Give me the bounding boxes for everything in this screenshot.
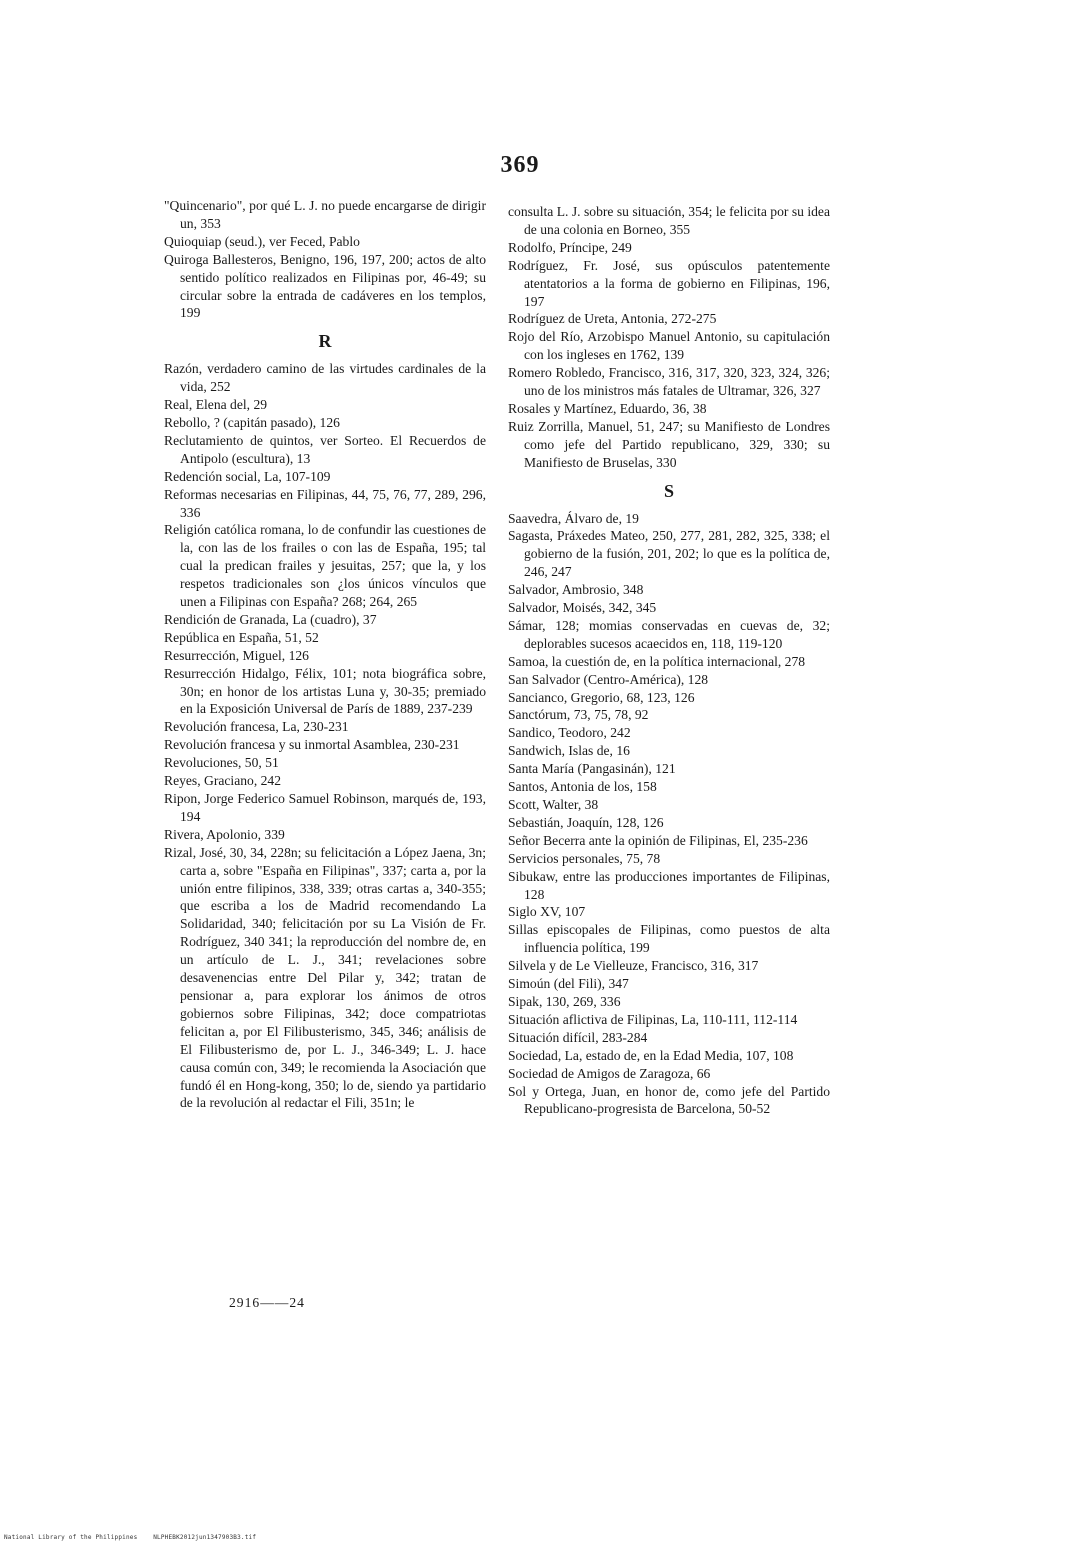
index-entry: Rodríguez de Ureta, Antonia, 272-275 — [508, 311, 717, 327]
index-entry: Religión católica romana, lo de confundir las cuestiones de la, con las de los frailes o con las de España, 195; tal cual la predican frailes y jesuitas, 257; que la, y los respetos tradicionales son ¿los únicos vínculos que unen a Filipinas con España? 268; 264, 265 — [164, 522, 486, 610]
index-column-right — [508, 203, 830, 1118]
index-entry: Sibukaw, entre las producciones importantes de Filipinas, 128 — [508, 868, 830, 902]
index-entry: Quiroga Ballesteros, Benigno, 196, 197, 200; actos de alto sentido político realizados en Filipinas por, 46-49; su circular sobre la entrada de cadáveres en los templos, 199 — [164, 251, 486, 321]
index-entry: Rosales y Martínez, Eduardo, 36, 38 — [508, 400, 707, 416]
index-entry: Ruiz Zorrilla, Manuel, 51, 247; su Manifiesto de Londres como jefe del Partido republicano, 329, 330; su Manifiesto de Bruselas, 330 — [508, 418, 830, 470]
index-entry: Resurrección, Miguel, 126 — [164, 647, 309, 663]
index-entry: Siglo XV, 107 — [508, 904, 586, 920]
index-entry: Sillas episcopales de Filipinas, como puestos de alta influencia política, 199 — [508, 922, 830, 956]
index-entry: Señor Becerra ante la opinión de Filipinas, El, 235-236 — [508, 832, 808, 848]
index-entry: Reformas necesarias en Filipinas, 44, 75, 76, 77, 289, 296, 336 — [164, 486, 486, 520]
index-entry: Real, Elena del, 29 — [164, 397, 268, 413]
index-entry: Sol y Ortega, Juan, en honor de, como jefe del Partido Republicano-progresista de Barcelona, 50-52 — [508, 1083, 830, 1117]
index-entry: Silvela y de Le Vielleuze, Francisco, 316, 317 — [508, 958, 759, 974]
index-entry: Revolución francesa, La, 230-231 — [164, 719, 349, 735]
index-entry: Scott, Walter, 38 — [508, 797, 599, 812]
index-entry: Salvador, Ambrosio, 348 — [508, 582, 644, 598]
index-entry: Sagasta, Práxedes Mateo, 250, 277, 281, 282, 325, 338; el gobierno de la fusión, 201, 202; lo que es la política de, 246, 247 — [508, 528, 830, 580]
index-entry: consulta L. J. sobre su situación, 354; le felicita por su idea de una colonia en Borneo, 355 — [508, 204, 830, 237]
index-entry: Sociedad, La, estado de, en la Edad Media, 107, 108 — [508, 1047, 794, 1063]
index-entry: Santos, Antonia de los, 158 — [508, 779, 657, 795]
index-entry: Sandwich, Islas de, 16 — [508, 743, 630, 759]
index-entry: Sancianco, Gregorio, 68, 123, 126 — [508, 689, 695, 705]
index-entry: Reyes, Graciano, 242 — [164, 773, 282, 789]
index-entry: Samoa, la cuestión de, en la política internacional, 278 — [508, 653, 806, 669]
index-entry: Rivera, Apolonio, 339 — [164, 826, 285, 842]
index-entry: Resurrección Hidalgo, Félix, 101; nota biográfica sobre, 30n; en honor de los artistas Luna y, 30-35; premiado en la Exposición Universal de París de 1889, 237-239 — [164, 665, 486, 717]
index-entry: Sipak, 130, 269, 336 — [508, 993, 621, 1009]
index-entry: Salvador, Moisés, 342, 345 — [508, 600, 657, 616]
index-entry: Sebastián, Joaquín, 128, 126 — [508, 814, 664, 830]
index-entry: Rebollo, ? (capitán pasado), 126 — [164, 414, 340, 430]
index-entry: República en España, 51, 52 — [164, 629, 319, 645]
index-entry: Revolución francesa y su inmortal Asamblea, 230-231 — [164, 737, 460, 753]
index-entry: Sociedad de Amigos de Zaragoza, 66 — [508, 1065, 711, 1081]
index-entry: Revoluciones, 50, 51 — [164, 755, 279, 771]
index-entry: Quioquiap (seud.), ver Feced, Pablo — [164, 233, 360, 249]
footer-file: NLPHEBK2012jun1347903B3.tif — [153, 1534, 257, 1541]
index-entry: Razón, verdadero camino de las virtudes cardinales de la vida, 252 — [164, 361, 486, 395]
signature-mark: 2916——24 — [229, 1295, 305, 1310]
index-entry: Saavedra, Álvaro de, 19 — [508, 510, 639, 526]
index-entry: Sámar, 128; momias conservadas en cuevas de, 32; deplorables sucesos acaecidos en, 118, 119-120 — [508, 617, 830, 651]
section-letter: S — [663, 480, 674, 501]
index-entry: Rizal, José, 30, 34, 228n; su felicitación a López Jaena, 3n; carta a, sobre "España en Filipinas", 337; carta a, por la unión entre filipinos, 338, 339; otras cartas a, 340-355; que escriba a los de Madrid recomendando La Solidaridad, 340; felicitación por su La Visión de Fr. Rodríguez, 340 341; la reproducción del nombre de, en un artículo de L. J., 341; revelaciones sobre desavenencias entre Del Pilar y, 342; tratan de pensionar a, para explorar los ánimos de otros gobiernos sobre Filipinas, 342; doce compatriotas felicitan a, por El Filibusterismo, 345, 346; análisis de El Filibusterismo de, por L. J., 346-349; L. J. hace causa común con, 349; le recomienda la Asociación que fundó él en Hong-kong, 350; lo de, siendo ya partidario de la revolución al redactar el Fili, 351n; le — [164, 844, 487, 1111]
index-entry: San Salvador (Centro-América), 128 — [508, 671, 709, 687]
index-entry: Ripon, Jorge Federico Samuel Robinson, marqués de, 193, 194 — [164, 791, 486, 824]
index-entry: Reclutamiento de quintos, ver Sorteo. El Recuerdos de Antipolo (escultura), 13 — [164, 432, 486, 466]
footer-source: National Library of the Philippines — [4, 1534, 138, 1541]
index-entry: Simoún (del Fili), 347 — [508, 976, 629, 992]
index-entry: "Quincenario", por qué L. J. no puede encargarse de dirigir un, 353 — [164, 198, 486, 231]
index-entry: Situación difícil, 283-284 — [508, 1029, 648, 1045]
index-entry: Sandico, Teodoro, 242 — [508, 725, 631, 741]
index-entry: Situación aflictiva de Filipinas, La, 110-111, 112-114 — [508, 1011, 798, 1027]
section-letter: R — [318, 331, 332, 352]
index-entry: Redención social, La, 107-109 — [164, 468, 331, 484]
index-entry: Santa María (Pangasinán), 121 — [508, 761, 676, 777]
index-entry: Sanctórum, 73, 75, 78, 92 — [508, 707, 649, 723]
index-entry: Rodolfo, Príncipe, 249 — [508, 239, 632, 255]
index-entry: Rojo del Río, Arzobispo Manuel Antonio, su capitulación con los ingleses en 1762, 139 — [508, 329, 830, 363]
index-entry: Rodríguez, Fr. José, sus opúsculos patentemente atentatorios a la forma de gobierno en Filipinas, 196, 197 — [508, 257, 830, 309]
scan-footer — [4, 1534, 268, 1541]
index-entry: Romero Robledo, Francisco, 316, 317, 320, 323, 324, 326; uno de los ministros más fatales de Ultramar, 326, 327 — [508, 365, 830, 399]
index-column-left — [164, 197, 486, 1112]
page-number: 369 — [500, 152, 540, 178]
index-entry: Rendición de Granada, La (cuadro), 37 — [164, 611, 377, 627]
index-entry: Servicios personales, 75, 78 — [508, 850, 661, 866]
